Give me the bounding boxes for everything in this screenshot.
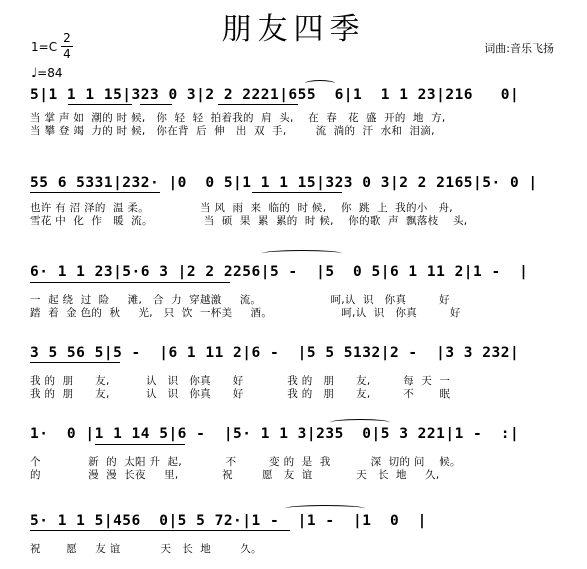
lyrics-line-1b: 当 攀 登 竭 力的 时 候, 你在背 后 伸 出 双 手, 流 淌的 汗 水和 泪滴,: [30, 125, 435, 137]
time-signature-bottom: 4: [63, 47, 71, 61]
lyrics-line-3a: 一 起 绕 过 险 滩, 合 力 穿越激 流。 呵,认 识 你真 好: [30, 294, 450, 306]
notation-line-3: 6· 1 1 23|5·6 3 |2 2 2256|5 - |5 0 5|6 1 11 2|1 - |: [30, 264, 529, 280]
time-signature-top: 2: [63, 31, 71, 45]
key-signature: 1=C: [31, 40, 58, 54]
beam-line: [218, 104, 298, 105]
lyrics-line-2b: 雪花 中 化 作 暖 流。 当 硕 果 累 累的 时 候, 你的歌 声 飘落枝 头,: [30, 215, 468, 227]
notation-line-1: 5|1 1 1 15|323 0 3|2 2 2221|655 6|1 1 1 23|216 0|: [30, 87, 520, 103]
notation-line-4: 3 5 56 5|5 - |6 1 11 2|6 - |5 5 5132|2 - |3 3 232|: [30, 345, 520, 361]
lyrics-line-4b: 我 的 朋 友, 认 识 你真 好 我 的 朋 友, 不 眠: [30, 388, 451, 400]
notation-line-6: 5· 1 1 5|456 0|5 5 72·|1 - |1 - |1 0 |: [30, 513, 427, 529]
time-signature: [61, 32, 73, 61]
notation-line-5: 1· 0 |1 1 14 5|6 - |5· 1 1 3|235 0|5 3 221|1 - :|: [30, 426, 520, 442]
beam-line: [30, 192, 160, 193]
notation-line-2: 55 6 5331|232· |0 0 5|1 1 1 15|323 0 3|2 2 2165|5· 0 |: [30, 175, 538, 191]
beam-line: [95, 444, 185, 445]
tempo-marking: [31, 66, 62, 81]
slur-mark: [330, 419, 390, 426]
credit-line: 词曲:音乐飞扬: [484, 42, 554, 55]
lyrics-line-3b: 踏 着 金 色的 秋 光, 只 饮 一杯美 酒。 呵,认 识 你真 好: [30, 307, 461, 319]
lyrics-line-2a: 也许 有 沼 泽的 温 柔。 当 风 雨 来 临的 时 候, 你 跳 上 我的小 舟,: [30, 202, 453, 214]
tie-mark: [285, 505, 365, 512]
beam-line: [68, 104, 132, 105]
slur-mark: [262, 250, 342, 257]
lyrics-line-1a: 当 掌 声 如 潮的 时 候, 你 轻 轻 拍着我的 肩 头, 在 春 花 盛 开的 地 方,: [30, 112, 446, 124]
beam-line: [30, 530, 290, 531]
quarter-note-icon: ♩: [31, 66, 38, 81]
tempo-value: =84: [37, 66, 63, 80]
slur-mark: [305, 80, 335, 87]
lyrics-line-6b: [30, 556, 570, 569]
song-title: 朋友四季: [221, 12, 366, 47]
lyrics-line-4a: 我 的 朋 友, 认 识 你真 好 我 的 朋 友, 每 天 一: [30, 375, 451, 387]
beam-line: [252, 192, 342, 193]
lyrics-line-5a: 个 新 的 太阳 升 起, 不 变 的 是 我 深 切的 问 候。: [30, 456, 461, 468]
beam-line: [140, 104, 172, 105]
lyrics-line-6a: 祝 愿 友 谊 天 长 地 久。: [30, 543, 262, 555]
beam-line: [30, 362, 120, 363]
lyrics-line-5b: 的 漫 漫 长夜 里, 祝 愿 友 谊 天 长 地 久,: [30, 469, 440, 481]
beam-line: [30, 282, 230, 283]
